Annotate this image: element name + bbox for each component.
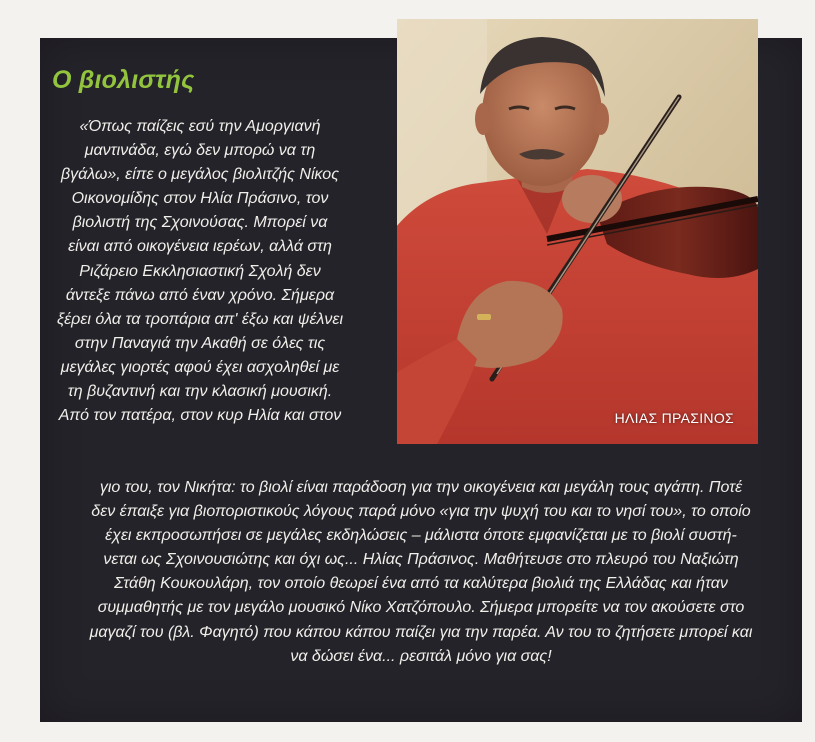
body-line: Οικονομίδης στον Ηλία Πράσινο, τον (71, 190, 329, 208)
body-line: συμμαθητής με τον μεγάλο μουσικό Νίκο Χατζόπουλο. Σήμερα μπορείτε να τον ακούσετε στο (97, 599, 745, 617)
body-line: Από τον πατέρα, στον κυρ Ηλία και στον (58, 407, 342, 425)
body-line: στην Παναγιά την Ακαθή σε όλες τις (74, 334, 326, 352)
body-line: βγάλω», είπε ο μεγάλος βιολιτζής Νίκος (61, 166, 339, 184)
body-line: έχει εκπροσωπήσει σε μεγάλες εκδηλώσεις – μάλιστα όποτε εμφανίζεται με το βιολί συστή- (105, 527, 737, 545)
body-line: «Όπως παίζεις εσύ την Αμοργιανή (79, 118, 321, 135)
article-body-wide (40, 476, 802, 669)
violinist-photo (397, 19, 758, 444)
body-line: μαγαζί του (βλ. Φαγητό) που κάπου κάπου παίζει για την παρέα. Αν του το ζητήσετε μπορεί και (89, 623, 753, 641)
body-line: δεν έπαιξε για βιοποριστικούς λόγους παρά μόνο «για την ψυχή του και το νησί του», το οποίο (91, 503, 751, 521)
body-line: είναι από οικογένεια ιερέων, αλλά στη (68, 238, 332, 256)
body-line: ξέρει όλα τα τροπάρια απ' έξω και ψέλνει (56, 310, 344, 328)
violinist-photo-illustration (397, 19, 758, 444)
body-line: μαντινάδα, εγώ δεν μπορώ να τη (84, 142, 316, 160)
body-line: τη βυζαντινή και την κλασική μουσική. (67, 383, 333, 401)
article-title: Ο βιολιστής (52, 66, 195, 94)
body-line: μεγάλες γιορτές αφού έχει ασχοληθεί με (60, 358, 340, 376)
article-body-narrow (0, 115, 400, 428)
body-line: νεται ως Σχοινουσιώτης και όχι ως... Ηλίας Πράσινος. Μαθήτευσε στο πλευρό του Ναξιώτη (103, 551, 739, 569)
body-line: να δώσει ένα... ρεσιτάλ μόνο για σας! (290, 647, 552, 665)
body-line: άντεξε πάνω από έναν χρόνο. Σήμερα (65, 286, 335, 304)
body-line: γιο του, τον Νικήτα: το βιολί είναι παράδοση για την οικογένεια και μεγάλη τους αγάπη. Ποτέ (99, 479, 743, 496)
body-line: βιολιστή της Σχοινούσας. Μπορεί να (72, 214, 328, 232)
body-line: Ριζάρειο Εκκλησιαστική Σχολή δεν (79, 262, 321, 280)
photo-caption: ΗΛΙΑΣ ΠΡΑΣΙΝΟΣ (614, 410, 734, 426)
body-line: Στάθη Κουκουλάρη, τον οποίο θεωρεί ένα από τα καλύτερα βιολιά της Ελλάδας και ήταν (114, 575, 728, 593)
